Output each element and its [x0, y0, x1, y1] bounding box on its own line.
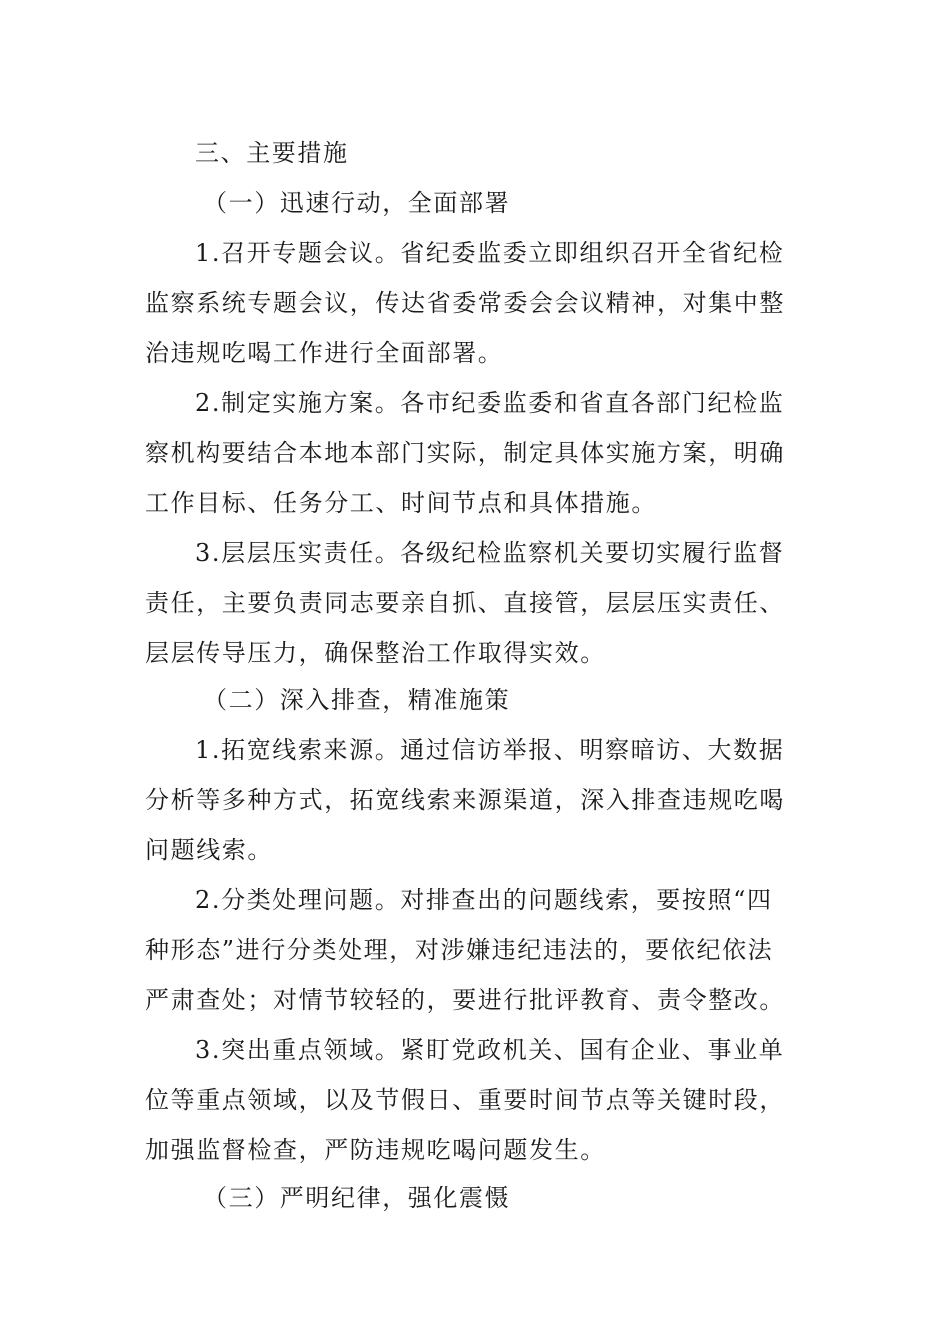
paragraph-line: 2.分类处理问题。对排查出的问题线索，要按照“四	[195, 886, 773, 914]
paragraph-line: 问题线索。	[145, 836, 273, 864]
paragraph-line: 加强监督检查，严防违规吃喝问题发生。	[145, 1136, 606, 1164]
subsection-heading-3: （三）严明纪律，强化震慑	[203, 1184, 511, 1212]
paragraph-line: 3.层层压实责任。各级纪检监察机关要切实履行监督	[195, 539, 785, 567]
paragraph-line: 监察系统专题会议，传达省委常委会会议精神，对集中整	[145, 289, 785, 317]
paragraph-line: 责任，主要负责同志要亲自抓、直接管，层层压实责任、	[145, 589, 785, 617]
paragraph-line: 治违规吃喝工作进行全面部署。	[145, 339, 504, 367]
subsection-heading-1: （一）迅速行动，全面部署	[203, 189, 511, 217]
paragraph-line: 察机构要结合本地本部门实际，制定具体实施方案，明确	[145, 439, 785, 467]
paragraph-line: 分析等多种方式，拓宽线索来源渠道，深入排查违规吃喝	[145, 786, 785, 814]
subsection-heading-2: （二）深入排查，精准施策	[203, 686, 511, 714]
paragraph-line: 1.拓宽线索来源。通过信访举报、明察暗访、大数据	[195, 736, 785, 764]
paragraph-line: 1.召开专题会议。省纪委监委立即组织召开全省纪检	[195, 239, 785, 267]
paragraph-line: 层层传导压力，确保整治工作取得实效。	[145, 639, 606, 667]
paragraph-line: 3.突出重点领域。紧盯党政机关、国有企业、事业单	[195, 1036, 785, 1064]
paragraph-line: 工作目标、任务分工、时间节点和具体措施。	[145, 489, 657, 517]
section-heading: 三、主要措施	[195, 139, 349, 167]
paragraph-line: 位等重点领域，以及节假日、重要时间节点等关键时段，	[145, 1086, 785, 1114]
paragraph-line: 2.制定实施方案。各市纪委监委和省直各部门纪检监	[195, 389, 785, 417]
paragraph-line: 种形态”进行分类处理，对涉嫌违纪违法的，要依纪依法	[145, 936, 774, 964]
paragraph-line: 严肃查处；对情节较轻的，要进行批评教育、责令整改。	[145, 986, 785, 1014]
